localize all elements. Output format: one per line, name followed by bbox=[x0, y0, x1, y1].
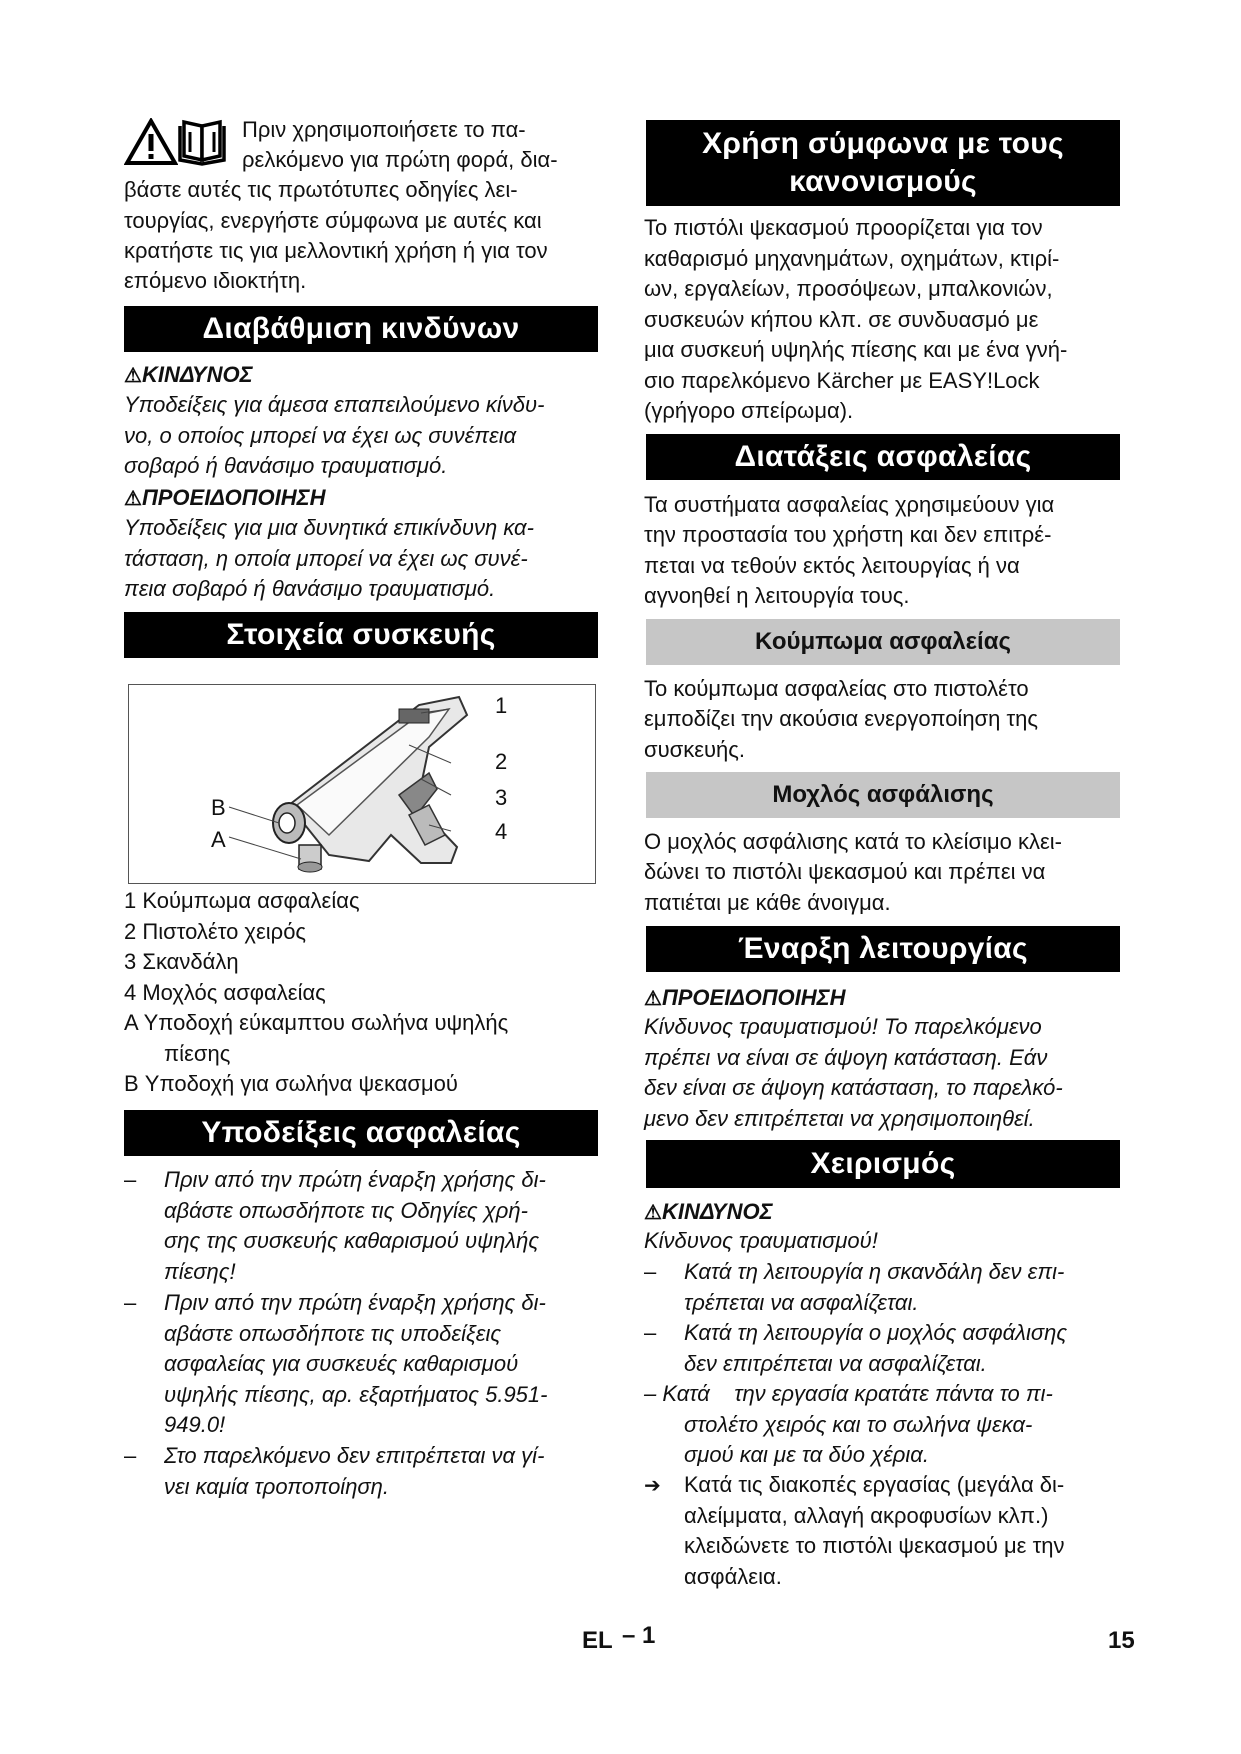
warning-text-line: πεια σοβαρό ή θανάσιμο τραυματισμό. bbox=[124, 576, 496, 601]
legend-item: A Υποδοχή εύκαμπτου σωλήνα υψηλής bbox=[124, 1010, 509, 1035]
safety-note-item: – Πριν από την πρώτη έναρξη χρήσης δι- αβάστε οπωσδήποτε τις Οδηγίες χρή- σης της συσκευής καθαρισμού υψηλής πίεσης! bbox=[124, 1167, 546, 1284]
device-heading: Στοιχεία συσκευής bbox=[124, 612, 598, 658]
spray-gun-illustration bbox=[129, 685, 595, 883]
proper-use-heading-line: Χρήση σύμφωνα με τους bbox=[702, 127, 1064, 160]
legend-item: B Υποδοχή για σωλήνα ψεκασμού bbox=[124, 1071, 458, 1096]
figure-label-4: 4 bbox=[495, 819, 508, 844]
intro-line: βάστε αυτές τις πρωτότυπες οδηγίες λει- bbox=[124, 177, 518, 202]
warning-text-line: τάσταση, η οποία μπορεί να έχει ως συνέ- bbox=[124, 546, 528, 571]
warning-triangle-icon bbox=[124, 118, 178, 166]
locking-lever-line: πατιέται με κάθε άνοιγμα. bbox=[644, 890, 891, 915]
safety-devices-heading: Διατάξεις ασφαλείας bbox=[646, 434, 1120, 480]
arrow-item-line: ασφάλεια. bbox=[684, 1563, 782, 1589]
safety-devices-line: την προστασία του χρήστη και δεν επιτρέ- bbox=[644, 522, 1052, 547]
danger-label: ⚠ΚΙΝΔΥΝΟΣ bbox=[124, 362, 253, 387]
proper-use-line: ων, εργαλείων, προσόψεων, μπαλκονιών, bbox=[644, 276, 1053, 301]
danger-text-line: σοβαρό ή θανάσιμο τραυματισμό. bbox=[124, 453, 448, 478]
proper-use-line: καθαρισμό μηχανημάτων, οχημάτων, κτιρί- bbox=[644, 246, 1060, 271]
operation-item: – Κατά τη λειτουργία η σκανδάλη δεν επι- τρέπεται να ασφαλίζεται. bbox=[644, 1259, 1065, 1315]
warning-triangle-icon: ⚠ bbox=[124, 488, 142, 510]
danger-text-line: νο, ο οποίος μπορεί να έχει ως συνέπεια bbox=[124, 423, 517, 448]
manual-book-icon bbox=[176, 118, 228, 166]
proper-use-line: (γρήγορο σπείρωμα). bbox=[644, 398, 854, 423]
proper-use-line: Το πιστόλι ψεκασμού προορίζεται για τον bbox=[644, 215, 1043, 240]
locking-lever-line: Ο μοχλός ασφάλισης κατά το κλείσιμο κλει- bbox=[644, 829, 1062, 854]
safety-devices-line: Τα συστήματα ασφαλείας χρησιμεύουν για bbox=[644, 492, 1055, 517]
proper-use-line: μια συσκευή υψηλής πίεσης και με ένα γνή- bbox=[644, 337, 1068, 362]
legend-item: 2 Πιστολέτο χειρός bbox=[124, 919, 307, 944]
legend-item: πίεσης bbox=[164, 1041, 231, 1066]
startup-warning-line: πρέπει να είναι σε άψογη κατάσταση. Εάν bbox=[644, 1045, 1048, 1070]
intro-line: επόμενο ιδιοκτήτη. bbox=[124, 268, 307, 293]
arrow-item-line: κλειδώνετε το πιστόλι ψεκασμού με την bbox=[684, 1533, 1065, 1558]
safety-catch-line: Το κούμπωμα ασφαλείας στο πιστολέτο bbox=[644, 676, 1029, 701]
intro-icons bbox=[124, 118, 230, 168]
operation-danger-text: Κίνδυνος τραυματισμού! bbox=[644, 1228, 878, 1253]
warning-label: ⚠ΠΡΟΕΙΔΟΠΟΙΗΣΗ bbox=[124, 485, 326, 510]
footer-language: EL bbox=[582, 1627, 613, 1654]
safety-catch-line: συσκευής. bbox=[644, 737, 745, 762]
intro-line: τουργίας, ενεργήστε σύμφωνα με αυτές και bbox=[124, 208, 542, 233]
proper-use-line: συσκευών κήπου κλπ. σε συνδυασμό με bbox=[644, 307, 1039, 332]
intro-line: ρελκόμενο για πρώτη φορά, δια- bbox=[242, 147, 558, 172]
safety-devices-line: πεται να τεθούν εκτός λειτουργίας ή να bbox=[644, 553, 1020, 578]
device-figure bbox=[128, 684, 596, 884]
startup-warning-line: δεν είναι σε άψογη κατάσταση, το παρελκό- bbox=[644, 1075, 1063, 1100]
proper-use-heading-line: κανονισμούς bbox=[789, 165, 977, 198]
figure-label-A: A bbox=[211, 827, 226, 852]
figure-label-B: B bbox=[211, 795, 226, 820]
startup-warning-line: μενο δεν επιτρέπεται να χρησιμοποιηθεί. bbox=[644, 1106, 1035, 1131]
startup-warning-label: ⚠ΠΡΟΕΙΔΟΠΟΙΗΣΗ bbox=[644, 985, 846, 1010]
operation-item: – Κατά τη λειτουργία ο μοχλός ασφάλισης δεν επιτρέπεται να ασφαλίζεται. bbox=[644, 1320, 1068, 1376]
operation-danger-label: ⚠ΚΙΝΔΥΝΟΣ bbox=[644, 1199, 773, 1224]
figure-label-1: 1 bbox=[495, 693, 508, 718]
page-number: 15 bbox=[1108, 1627, 1135, 1654]
intro-line: κρατήστε τις για μελλοντική χρήση ή για τον bbox=[124, 238, 548, 263]
arrow-right-icon: ➔ bbox=[644, 1473, 661, 1497]
startup-heading: Έναρξη λειτουργίας bbox=[646, 926, 1120, 972]
danger-text-line: Υποδείξεις για άμεσα επαπειλούμενο κίνδυ- bbox=[124, 392, 545, 417]
hazard-heading: Διαβάθμιση κινδύνων bbox=[124, 306, 598, 352]
figure-label-2: 2 bbox=[495, 749, 508, 774]
startup-warning-line: Κίνδυνος τραυματισμού! Το παρελκόμενο bbox=[644, 1014, 1042, 1039]
safety-catch-heading: Κούμπωμα ασφαλείας bbox=[646, 619, 1120, 665]
arrow-item-line: Κατά τις διακοπές εργασίας (μεγάλα δι- bbox=[684, 1472, 1065, 1497]
legend-item: 3 Σκανδάλη bbox=[124, 949, 239, 974]
safety-devices-line: αγνοηθεί η λειτουργία τους. bbox=[644, 583, 910, 608]
intro-line: Πριν χρησιμοποιήσετε το πα- bbox=[242, 117, 526, 142]
proper-use-line: σιο παρελκόμενο Kärcher με EASY!Lock bbox=[644, 368, 1040, 393]
warning-triangle-icon: ⚠ bbox=[644, 988, 662, 1010]
safety-catch-line: εμποδίζει την ακούσια ενεργοποίηση της bbox=[644, 706, 1039, 731]
proper-use-heading bbox=[646, 120, 1120, 206]
legend-item: 1 Κούμπωμα ασφαλείας bbox=[124, 888, 360, 913]
operation-item: – Κατά την εργασία κρατάτε πάντα το πι- στολέτο χειρός και το σωλήνα ψεκα- σμού και με τα δύο χέρια. bbox=[644, 1381, 1053, 1467]
warning-text-line: Υποδείξεις για μια δυνητικά επικίνδυνη κα- bbox=[124, 515, 534, 540]
warning-triangle-icon: ⚠ bbox=[124, 365, 142, 387]
safety-note-item: – Πριν από την πρώτη έναρξη χρήσης δι- αβάστε οπωσδήποτε τις υποδείξεις ασφαλείας για συσκευές καθαρισμού υψηλής πίεσης, αρ. εξαρτήματος 5.951- 949.0! bbox=[124, 1290, 548, 1437]
safety-note-item: – Στο παρελκόμενο δεν επιτρέπεται να γί- νει καμία τροποποίηση. bbox=[124, 1443, 545, 1499]
operation-arrow-item bbox=[644, 1470, 1124, 1594]
warning-triangle-icon: ⚠ bbox=[644, 1202, 662, 1224]
arrow-item-line: αλείμματα, αλλαγή ακροφυσίων κλπ.) bbox=[684, 1502, 1049, 1528]
safety-notes-heading: Υποδείξεις ασφαλείας bbox=[124, 1110, 598, 1156]
footer-section-page: – 1 bbox=[622, 1622, 656, 1649]
locking-lever-line: δώνει το πιστόλι ψεκασμού και πρέπει να bbox=[644, 859, 1046, 884]
operation-heading: Χειρισμός bbox=[646, 1140, 1120, 1188]
figure-label-3: 3 bbox=[495, 785, 508, 810]
legend-item: 4 Μοχλός ασφαλείας bbox=[124, 980, 326, 1005]
locking-lever-heading: Μοχλός ασφάλισης bbox=[646, 772, 1120, 818]
